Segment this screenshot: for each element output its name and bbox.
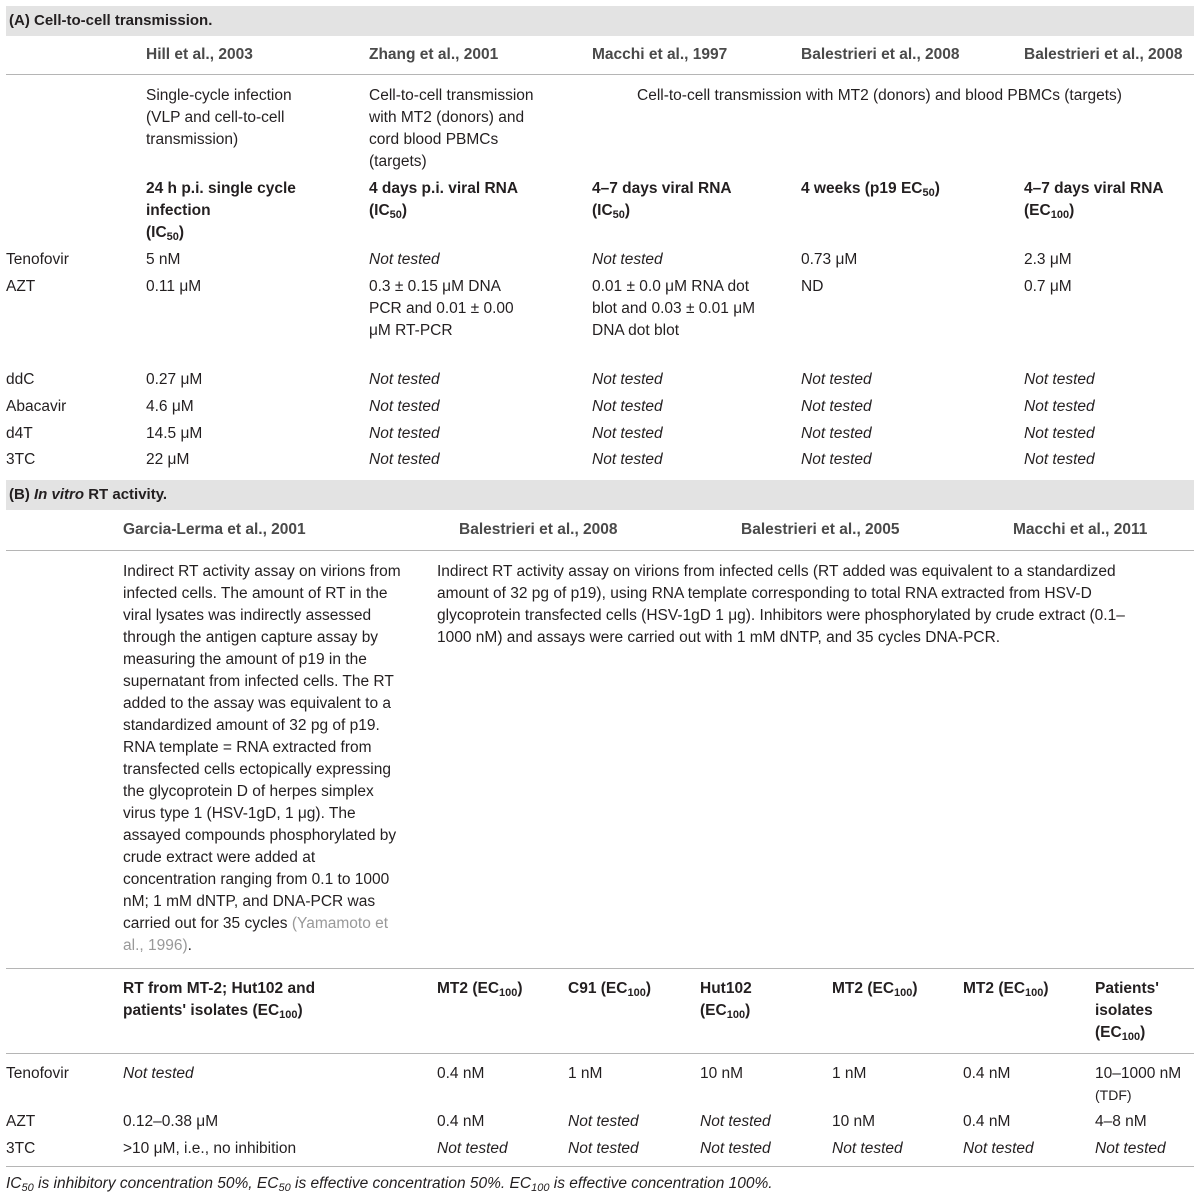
table-cell-note: (TDF) bbox=[1095, 1087, 1132, 1103]
table-cell: 0.11 μM bbox=[146, 278, 202, 295]
table-cell: Not tested bbox=[801, 451, 872, 468]
table-cell: 1 nM bbox=[832, 1065, 867, 1082]
drug-label: 3TC bbox=[6, 451, 36, 468]
zhang-description: Cell-to-cell transmission with MT2 (donors) and cord blood PBMCs (targets) bbox=[369, 87, 534, 170]
garcia-lerma-description: Indirect RT activity assay on virions from infected cells. The amount of RT in the viral lysates was indirectly assessed through the antigen capture assay by measuring the amount of p19 in the supernatant from infected cells. The RT added to the assay was equivalent to a standardized amount of 32 pg of p19. RNA template = RNA extracted from transfected cells ectopically expressing the glycoprotein D of herpes simplex virus type 1 (HSV-1gD, 1 μg). The assayed compounds phosphorylated by crude extract were added at concentration ranging from 0.1 to 1000 nM; 1 mM dNTP, and DNA-PCR was carried out for 35 cycles (Yamamoto et al., 1996). bbox=[123, 563, 401, 954]
drug-label: Tenofovir bbox=[6, 1065, 69, 1082]
table-cell: Not tested bbox=[369, 451, 440, 468]
table-cell: Not tested bbox=[1024, 371, 1095, 388]
citation-link[interactable]: (Yamamoto et al., 1996) bbox=[123, 915, 389, 954]
measure-hill: 24 h p.i. single cycle infection $(IC_{50})$ bbox=[146, 180, 296, 243]
drug-label: Abacavir bbox=[6, 398, 67, 415]
study-header-balestrieri-2008: Balestrieri et al., 2008 bbox=[459, 521, 618, 538]
table-cell: >10 μM, i.e., no inhibition bbox=[123, 1140, 297, 1157]
divider bbox=[6, 74, 1194, 75]
divider bbox=[6, 550, 1194, 551]
table-cell: 1 nM bbox=[568, 1065, 603, 1082]
rt-assay-description: Indirect RT activity assay on virions from infected cells (RT added was equivalent to a standardized amount of 32 pg of p19), using RNA template corresponding to total RNA extracted from HSV-D glycoprotein transfected cells (HSV-1gD 1 μg). Inhibitors were phosphorylated by crude extract (0.1–1000 nM) and assays were carried out with 1 mM dNTP, and 35 cycles DNA-PCR. bbox=[437, 563, 1125, 646]
table-cell: Not tested bbox=[700, 1140, 771, 1157]
table-cell: Not tested bbox=[700, 1113, 771, 1130]
drug-label: ddC bbox=[6, 371, 35, 388]
table-cell: 0.3 ± 0.15 μM DNA PCR and 0.01 ± 0.00 μM RT-PCR bbox=[369, 278, 514, 339]
study-header-balestrieri-2: Balestrieri et al., 2008 bbox=[1024, 46, 1183, 63]
drug-label: 3TC bbox=[6, 1140, 36, 1157]
table-cell: 0.12–0.38 μM bbox=[123, 1113, 219, 1130]
table-cell: Not tested bbox=[437, 1140, 508, 1157]
table-cell: Not tested bbox=[592, 251, 663, 268]
table-cell: 0.7 μM bbox=[1024, 278, 1072, 295]
table-cell: 0.27 μM bbox=[146, 371, 203, 388]
table-cell: Not tested bbox=[568, 1140, 639, 1157]
study-header-hill: Hill et al., 2003 bbox=[146, 46, 253, 63]
table-cell: Not tested bbox=[801, 371, 872, 388]
table-cell: Not tested bbox=[1024, 398, 1095, 415]
measure-macchi: 4–7 days viral RNA $(IC_{50})$ bbox=[592, 180, 732, 221]
divider bbox=[6, 1053, 1194, 1054]
drug-label: d4T bbox=[6, 425, 33, 442]
table-cell: Not tested bbox=[568, 1113, 639, 1130]
table-cell: Not tested bbox=[801, 425, 872, 442]
measure-mt2: MT2 $(EC_{100})$ bbox=[832, 980, 918, 999]
table-cell: 10–1000 nM bbox=[1095, 1065, 1182, 1082]
table-cell: Not tested bbox=[801, 398, 872, 415]
table-cell: Not tested bbox=[369, 425, 440, 442]
table-cell: Not tested bbox=[592, 451, 663, 468]
table-cell: 0.4 nM bbox=[437, 1065, 485, 1082]
divider bbox=[6, 968, 1194, 969]
table-cell: Not tested bbox=[592, 398, 663, 415]
study-header-balestrieri-1: Balestrieri et al., 2008 bbox=[801, 46, 960, 63]
table-cell: 0.01 ± 0.0 μM RNA dot blot and 0.03 ± 0.01 μM DNA dot blot bbox=[592, 278, 756, 339]
table-cell: 5 nM bbox=[146, 251, 181, 268]
table-cell: Not tested bbox=[592, 371, 663, 388]
table-footnote: $IC_{50}$ is inhibitory concentration 50%, $EC_{50}$ is effective concentration 50%. $EC_{100}$ is effective concentration 100%. bbox=[6, 1175, 773, 1194]
study-header-zhang: Zhang et al., 2001 bbox=[369, 46, 499, 63]
table-cell: Not tested bbox=[369, 251, 440, 268]
table-cell: Not tested bbox=[1024, 451, 1095, 468]
table-cell: ND bbox=[801, 278, 824, 295]
table-cell: 0.4 nM bbox=[963, 1065, 1011, 1082]
measure-c91: C91 $(EC_{100})$ bbox=[568, 980, 651, 999]
hill-description: Single-cycle infection (VLP and cell-to-cell transmission) bbox=[146, 87, 292, 148]
table-cell: 4–8 nM bbox=[1095, 1113, 1147, 1130]
measure-garcia-lerma: RT from MT-2; Hut102 and patients' isolates $(EC_{100})$ bbox=[123, 980, 316, 1021]
measure-patients-isolates: Patients' isolates $(EC_{100})$ bbox=[1095, 980, 1159, 1043]
section-b-title: (B) In vitro RT activity. bbox=[6, 480, 1194, 510]
study-header-macchi-2011: Macchi et al., 2011 bbox=[1013, 521, 1148, 538]
measure-hut102: Hut102 $(EC_{100})$ bbox=[700, 980, 752, 1021]
table-cell: 14.5 μM bbox=[146, 425, 203, 442]
study-header-balestrieri-2005: Balestrieri et al., 2005 bbox=[741, 521, 900, 538]
table-cell: Not tested bbox=[832, 1140, 903, 1157]
measure-mt2: MT2 $(EC_{100})$ bbox=[963, 980, 1049, 999]
drug-label: Tenofovir bbox=[6, 251, 69, 268]
divider bbox=[6, 1166, 1194, 1167]
table-cell: 2.3 μM bbox=[1024, 251, 1072, 268]
measure-balestrieri-1: 4 weeks (p19 $EC_{50}$) bbox=[801, 180, 940, 199]
table-cell: 0.4 nM bbox=[963, 1113, 1011, 1130]
table-cell: 10 nM bbox=[700, 1065, 744, 1082]
table-cell: Not tested bbox=[1095, 1140, 1166, 1157]
table-cell: 10 nM bbox=[832, 1113, 876, 1130]
drug-label: AZT bbox=[6, 1113, 36, 1130]
study-header-macchi: Macchi et al., 1997 bbox=[592, 46, 728, 63]
section-a-title: (A) Cell-to-cell transmission. bbox=[6, 6, 1194, 36]
drug-label: AZT bbox=[6, 278, 36, 295]
shared-description: Cell-to-cell transmission with MT2 (donors) and blood PBMCs (targets) bbox=[637, 87, 1122, 104]
table-cell: 22 μM bbox=[146, 451, 190, 468]
table-cell: Not tested bbox=[369, 398, 440, 415]
study-header-garcia-lerma: Garcia-Lerma et al., 2001 bbox=[123, 521, 306, 538]
table-cell: 0.4 nM bbox=[437, 1113, 485, 1130]
table-cell: Not tested bbox=[963, 1140, 1034, 1157]
table-cell: Not tested bbox=[1024, 425, 1095, 442]
table-cell: 0.73 μM bbox=[801, 251, 858, 268]
measure-zhang: 4 days p.i. viral RNA $(IC_{50})$ bbox=[369, 180, 518, 221]
table-cell: 4.6 μM bbox=[146, 398, 194, 415]
measure-balestrieri-2: 4–7 days viral RNA $(EC_{100})$ bbox=[1024, 180, 1164, 221]
table-cell: Not tested bbox=[592, 425, 663, 442]
measure-mt2: MT2 $(EC_{100})$ bbox=[437, 980, 523, 999]
table-cell: Not tested bbox=[369, 371, 440, 388]
table-cell: Not tested bbox=[123, 1065, 194, 1082]
